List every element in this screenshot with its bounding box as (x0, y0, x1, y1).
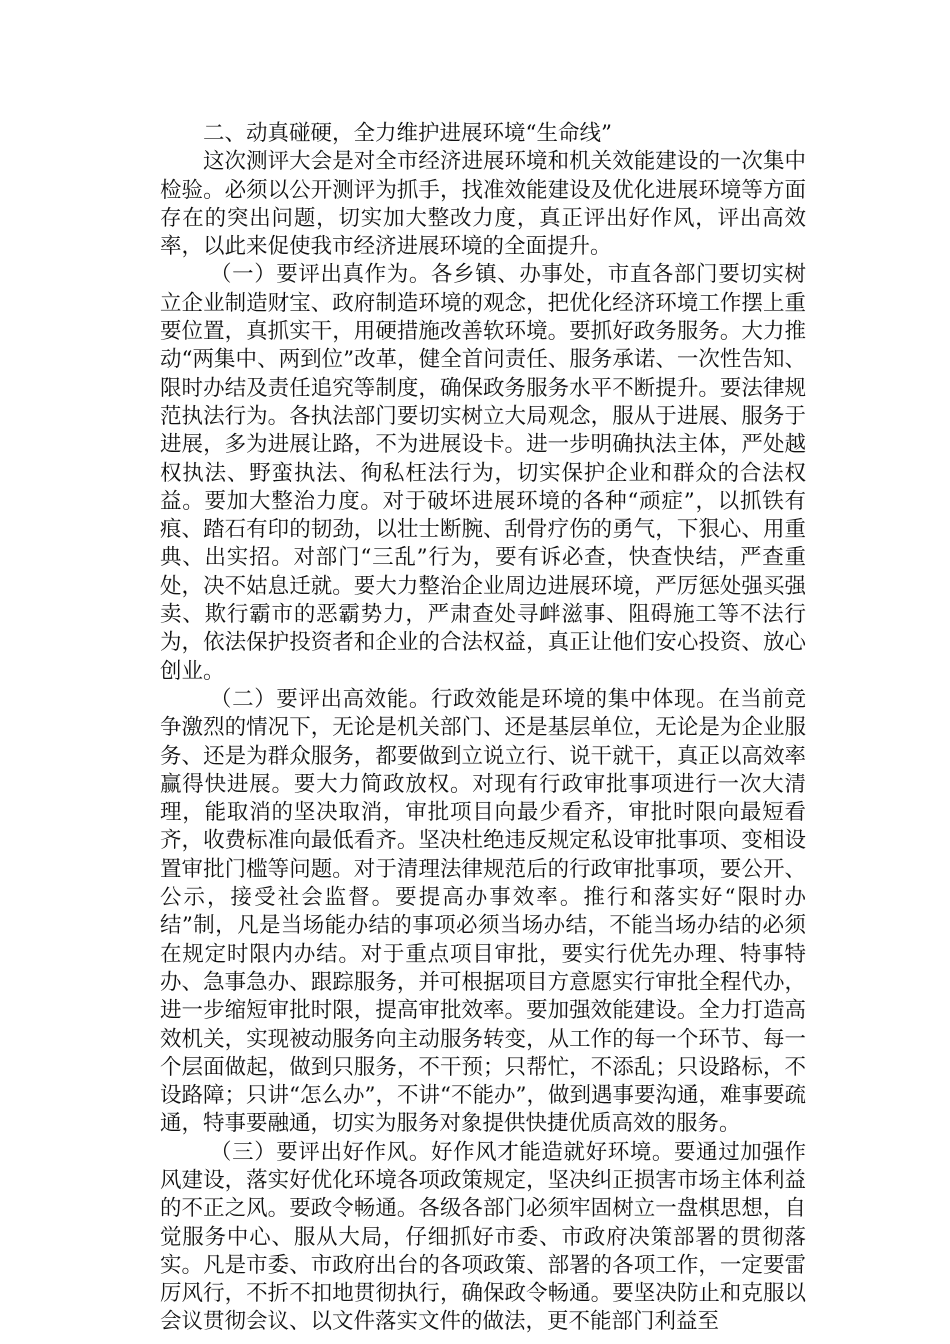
paragraph-high-efficiency: （二）要评出高效能。行政效能是环境的集中体现。在当前竞争激烈的情况下，无论是机关部门、还是基层单位，无论是为企业服务、还是为群众服务，都要做到立说立行、说干就干，真正以高效率赢得快进展。要大力简政放权。对现有行政审批事项进行一次大清理，能取消的坚决取消，审批项目向最少看齐，审批时限向最短看齐，收费标准向最低看齐。坚决杜绝违反规定私设审批事项、变相设置审批门槛等问题。对于清理法律规范后的行政审批事项，要公开、公示，接受社会监督。要提高办事效率。推行和落实好“限时办结”制，凡是当场能办结的事项必须当场办结，不能当场办结的必须在规定时限内办结。对于重点项目审批，要实行优先办理、特事特办、急事急办、跟踪服务，并可根据项目方意愿实行审批全程代办，进一步缩短审批时限，提高审批效率。要加强效能建设。全力打造高效机关，实现被动服务向主动服务转变，从工作的每一个环节、每一个层面做起，做到只服务，不干预；只帮忙，不添乱；只设路标，不设路障；只讲“怎么办”，不讲“不能办”，做到遇事要沟通，难事要疏通，特事要融通，切实为服务对象提供快捷优质高效的服务。 (160, 686, 806, 1137)
paragraph-intro: 这次测评大会是对全市经济进展环境和机关效能建设的一次集中检验。必须以公开测评为抓手，找准效能建设及优化进展环境等方面存在的突出问题，切实加大整改力度，真正评出好作风，评出高效率，以此来促使我市经济进展环境的全面提升。 (160, 149, 806, 260)
paragraph-good-style: （三）要评出好作风。好作风才能造就好环境。要通过加强作风建设，落实好优化环境各项政策规定，坚决纠正损害市场主体利益的不正之风。要政令畅通。各级各部门必须牢固树立一盘棋思想，自觉服务中心、服从大局，仔细抓好市委、市政府决策部署的贯彻落实。凡是市委、市政府出台的各项政策、部署的各项工作，一定要雷厉风行，不折不扣地贯彻执行，确保政令畅通。要坚决防止和克服以会议贯彻会议、以文件落实文件的做法，更不能部门利益至 (160, 1139, 806, 1335)
section-heading: 二、动真碰硬，全力维护进展环境“生命线” (203, 121, 612, 146)
document-body (160, 120, 806, 1337)
paragraph-real-action: （一）要评出真作为。各乡镇、办事处，市直各部门要切实树立企业制造财宝、政府制造环境的观念，把优化经济环境工作摆上重要位置，真抓实干，用硬措施改善软环境。要抓好政务服务。大力推动“两集中、两到位”改革，健全首问责任、服务承诺、一次性告知、限时办结及责任追究等制度，确保政务服务水平不断提升。要法律规范执法行为。各执法部门要切实树立大局观念，服从于进展、服务于进展，多为进展让路，不为进展设卡。进一步明确执法主体，严处越权执法、野蛮执法、徇私枉法行为，切实保护企业和群众的合法权益。要加大整治力度。对于破坏进展环境的各种“顽症”，以抓铁有痕、踏石有印的韧劲，以壮士断腕、刮骨疗伤的勇气，下狠心、用重典、出实招。对部门“三乱”行为，要有诉必查，快查快结，严查重处，决不姑息迁就。要大力整治企业周边进展环境，严厉惩处强买强卖、欺行霸市的恶霸势力，严肃查处寻衅滋事、阻碍施工等不法行为，依法保护投资者和企业的合法权益，真正让他们安心投资、放心创业。 (160, 262, 806, 684)
